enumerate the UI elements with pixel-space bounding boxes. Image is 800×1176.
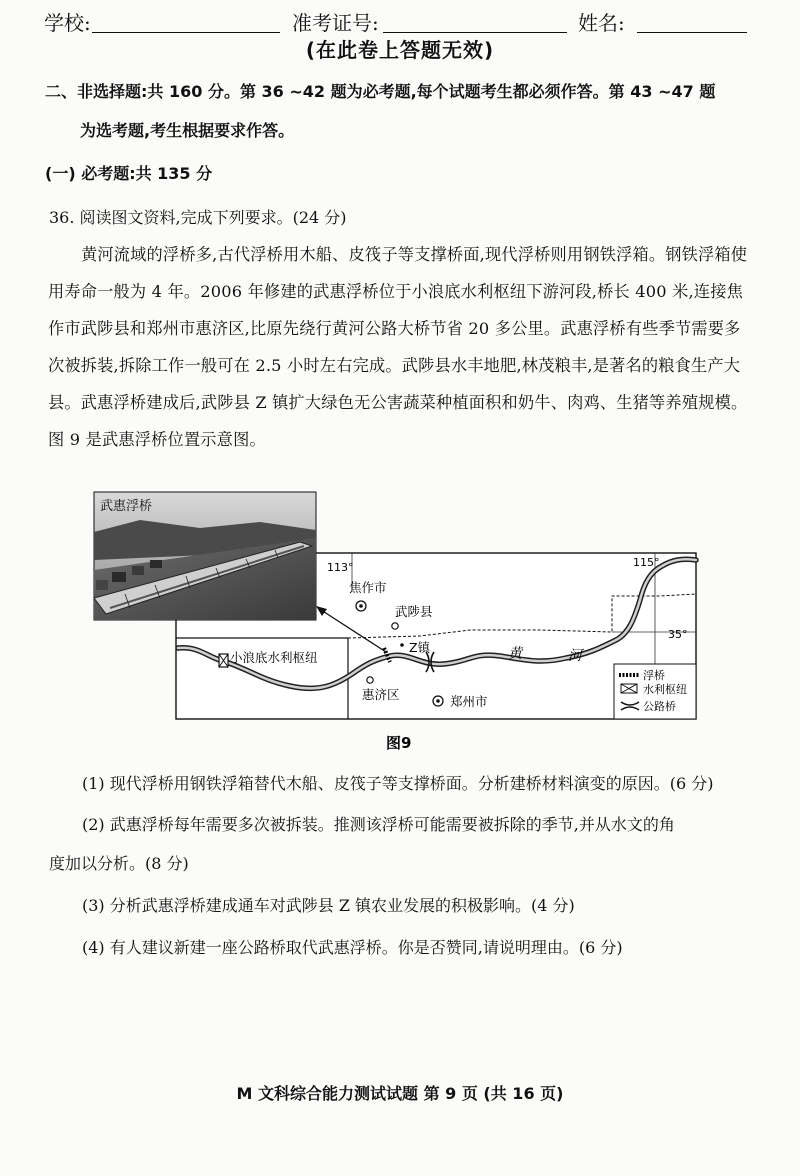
lon-115-label: 115° bbox=[633, 556, 660, 569]
school-blank bbox=[92, 32, 280, 33]
figure-9 bbox=[0, 480, 800, 770]
part1-title: (一) 必考题:共 135 分 bbox=[45, 164, 213, 183]
wuzhi-label: 武陟县 bbox=[395, 604, 433, 619]
exam-number-blank bbox=[383, 32, 567, 33]
answer-invalid-notice: (在此卷上答题无效) bbox=[305, 38, 495, 62]
jiaozuo-city-icon bbox=[356, 601, 366, 611]
sub-question-2-line1: (2) 武惠浮桥每年需要多次被拆装。推测该浮桥可能需要被拆除的季节,并从水文的角 bbox=[82, 815, 675, 834]
sub-question-1: (1) 现代浮桥用钢铁浮箱替代木船、皮筏子等支撑桥面。分析建桥材料演变的原因。(6 分) bbox=[82, 774, 714, 793]
lat-35-label: 35° bbox=[668, 628, 688, 641]
bridge-photo bbox=[94, 492, 316, 620]
sub-question-3: (3) 分析武惠浮桥建成通车对武陟县 Z 镇农业发展的积极影响。(4 分) bbox=[82, 896, 575, 915]
wuzhi-county-icon bbox=[392, 623, 398, 629]
exam-number-label: 准考证号: bbox=[292, 11, 379, 35]
dam-icon bbox=[219, 654, 228, 667]
huiji-label: 惠济区 bbox=[362, 687, 400, 702]
river-label-huang: 黄 bbox=[508, 646, 522, 662]
question-stem: 36. 阅读图文资料,完成下列要求。(24 分) bbox=[49, 208, 347, 227]
zhengzhou-city-icon bbox=[433, 696, 443, 706]
name-label: 姓名: bbox=[578, 11, 625, 35]
section-title-line1: 二、非选择题:共 160 分。第 36 ~42 题为必考题,每个试题考生都必须作答。第 43 ~47 题 bbox=[45, 82, 716, 101]
z-town-label: Z镇 bbox=[409, 640, 431, 655]
xiaolangdi-label: 小浪底水利枢纽 bbox=[230, 650, 318, 665]
legend-dam-label: 水利枢纽 bbox=[643, 683, 687, 696]
figure-caption: 图9 bbox=[386, 734, 412, 752]
legend-dam-swatch bbox=[621, 684, 637, 693]
legend bbox=[614, 664, 696, 719]
river-label-he: 河 bbox=[568, 648, 582, 664]
huiji-district-icon bbox=[367, 677, 373, 683]
page-footer: M 文科综合能力测试试题 第 9 页 (共 16 页) bbox=[236, 1084, 564, 1103]
zhengzhou-label: 郑州市 bbox=[450, 694, 488, 709]
sub-question-2-line2: 度加以分析。(8 分) bbox=[49, 854, 189, 873]
lon-113-label: 113° bbox=[327, 561, 354, 574]
section-title-line2: 为选考题,考生根据要求作答。 bbox=[80, 121, 295, 140]
legend-highway-bridge-label: 公路桥 bbox=[643, 700, 676, 713]
jiaozuo-label: 焦作市 bbox=[349, 580, 387, 595]
photo-label: 武惠浮桥 bbox=[100, 499, 153, 514]
z-town-icon bbox=[400, 643, 404, 647]
material-paragraph: 黄河流域的浮桥多,古代浮桥用木船、皮筏子等支撑桥面,现代浮桥则用钢铁浮箱。钢铁浮箱使用寿命一般为 4 年。2006 年修建的武惠浮桥位于小浪底水利枢纽下游河段,桥长 400 米,连接焦作市武陟县和郑州市惠济区,比原先绕行黄河公路大桥节省 20 多公里。武惠浮桥有些季节需要多次被拆装,拆除工作一般可在 2.5 小时左右完成。武陟县水丰地肥,林茂粮丰,是著名的粮食生产大县。武惠浮桥建成后,武陟县 Z 镇扩大绿色无公害蔬菜种植面积和奶牛、肉鸡、生猪等养殖规模。图 9 是武惠浮桥位置示意图。 bbox=[48, 245, 748, 449]
name-blank bbox=[637, 32, 747, 33]
school-label: 学校: bbox=[44, 11, 91, 35]
legend-pontoon-label: 浮桥 bbox=[643, 669, 665, 682]
sub-question-4: (4) 有人建议新建一座公路桥取代武惠浮桥。你是否赞同,请说明理由。(6 分) bbox=[82, 938, 623, 957]
